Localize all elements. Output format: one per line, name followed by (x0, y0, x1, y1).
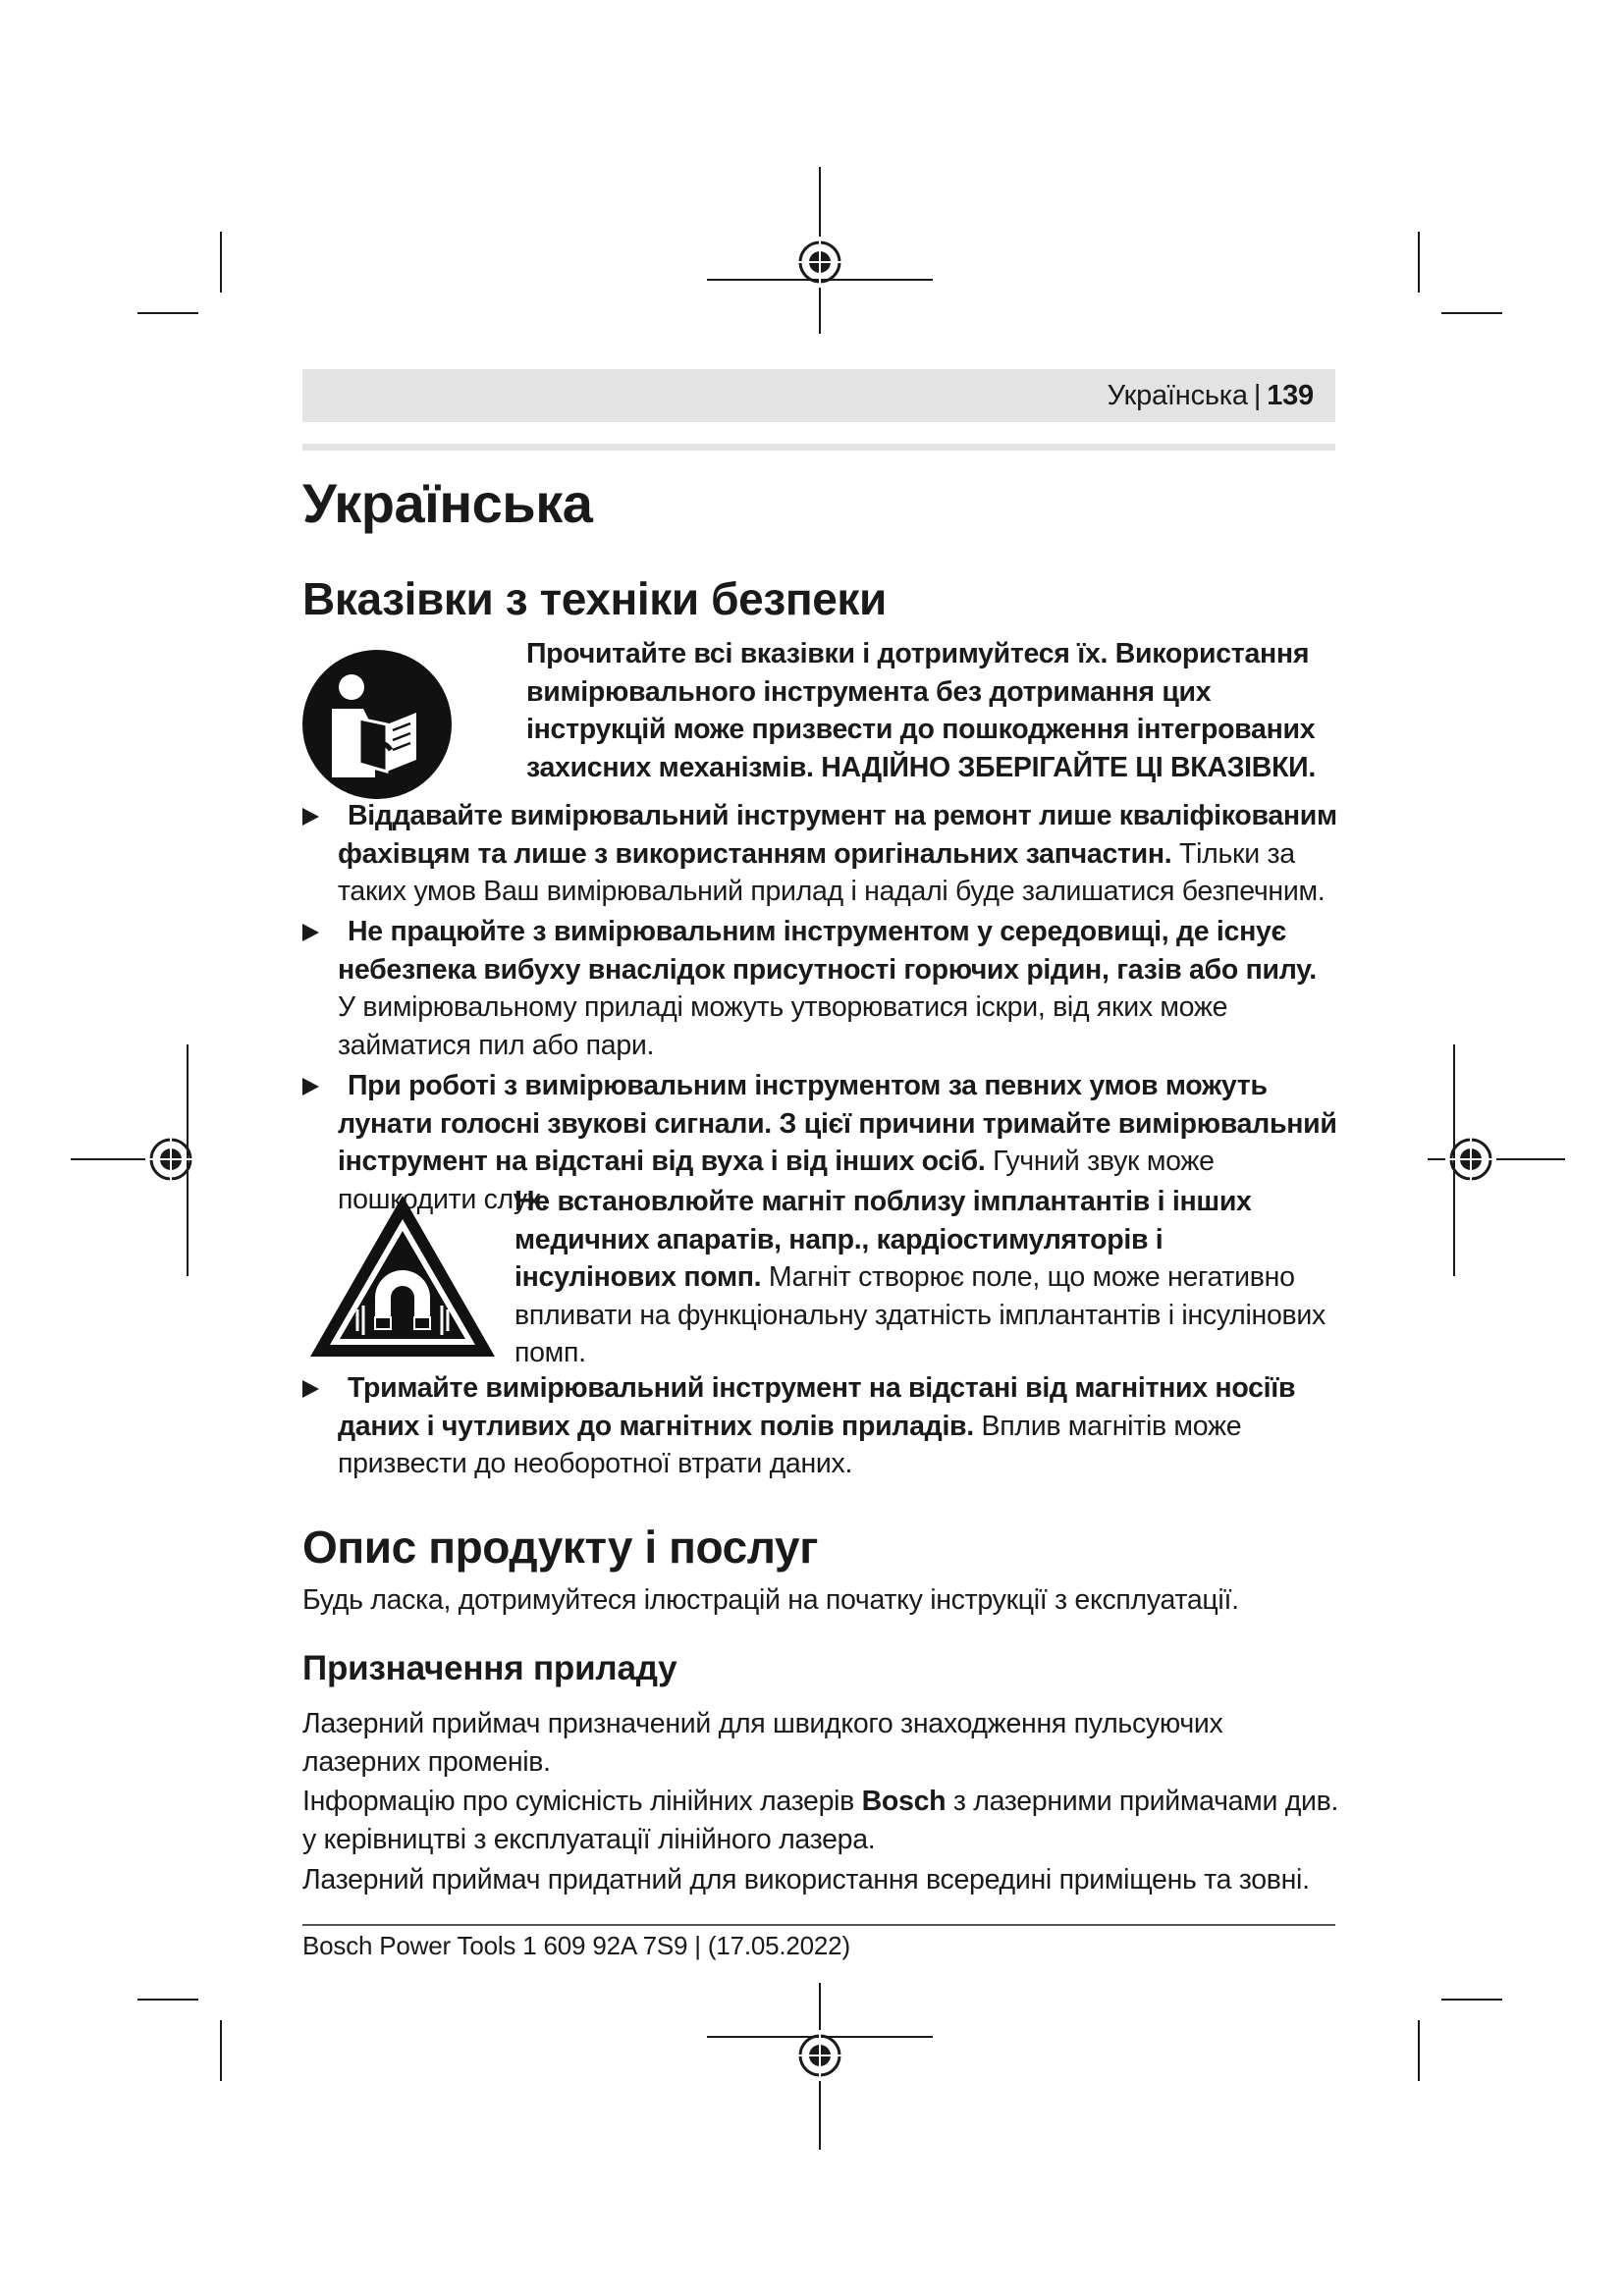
footer-rule (302, 1924, 1335, 1926)
running-header (302, 369, 1335, 422)
safety-bullet (302, 797, 1339, 911)
p2-after: з лазерними приймачами див. у керівництві з експлуатації лінійного лазера. (302, 1786, 1339, 1855)
bullet-text: У вимірювальному приладі можуть утворюватися іскри, від яких може займатися пил або пари. (338, 991, 1228, 1061)
header-rule (302, 444, 1335, 451)
bullet-arrow-icon (302, 1078, 319, 1095)
registration-target-icon (794, 237, 845, 288)
footer-text: Bosch Power Tools 1 609 92A 7S9 | (17.05.2022) (302, 1931, 850, 1960)
crop-line (1418, 232, 1420, 293)
registration-target-icon (794, 2030, 845, 2081)
bullet-lead: Тримайте вимірювальний інструмент на відстані від магнітних носіїв даних і чутливих до магнітних полів приладів. (338, 1372, 1296, 1442)
safety-bullet (302, 1369, 1339, 1483)
crop-line (137, 1999, 198, 2001)
header-text (1108, 369, 1335, 422)
magnet-warning-lead: Не встановлюйте магніт поблизу імплантантів і інших медичних апаратів, напр., кардіостимуляторів і інсулінових помп. (514, 1186, 1252, 1293)
page-title: Українська (302, 472, 593, 534)
crop-line (1441, 312, 1502, 314)
safety-intro: Прочитайте всі вказівки і дотримуйтеся їх. Використання вимірювального інструмента без дотримання цих інструкцій може призвести до пошкодження інтегрованих захисних механізмів. НАДІЙНО ЗБЕРІГАЙТЕ ЦІ ВКАЗІВКИ. (526, 638, 1316, 783)
crop-line (137, 312, 198, 314)
brand-name: Bosch (861, 1786, 947, 1817)
bullet-text: Вплив магнітів може призвести до необоротної втрати даних. (338, 1410, 1242, 1479)
bullet-arrow-icon (302, 924, 319, 941)
product-heading: Опис продукту і послуг (302, 1522, 818, 1573)
crop-line (220, 232, 222, 293)
intended-use-p2 (302, 1783, 1339, 1858)
page-number: 139 (1267, 380, 1314, 411)
safety-bullet (302, 913, 1339, 1064)
magnet-warning (514, 1183, 1329, 1372)
safety-heading: Вказівки з техніки безпеки (302, 573, 887, 624)
bullet-arrow-icon (302, 1380, 319, 1398)
intended-use-p1: Лазерний приймач призначений для швидкого знаходження пульсуючих лазерних променів. (302, 1708, 1223, 1778)
crop-line (220, 2020, 222, 2081)
bullet-arrow-icon (302, 808, 319, 826)
bullet-lead: При роботі з вимірювальним інструментом за певних умов можуть лунати голосні звукові сигнали. З цієї причини тримайте вимірювальний інструмент на відстані від вуха і від інших осіб. (338, 1070, 1337, 1177)
header-section: Українська (1107, 380, 1248, 411)
magnet-warning-text: Магніт створює поле, що може негативно впливати на функціональну здатність імплантантів і інсулінових помп. (514, 1261, 1326, 1368)
product-intro: Будь ласка, дотримуйтеся ілюстрацій на початку інструкції з експлуатації. (302, 1584, 1239, 1616)
header-separator: | (1253, 380, 1262, 411)
intended-use-heading: Призначення приладу (302, 1649, 677, 1687)
crop-line (1441, 1999, 1502, 2001)
bullet-text: Гучний звук може пошкодити слух. (338, 1146, 1215, 1215)
p2-before: Інформацію про сумісність лінійних лазерів (302, 1786, 862, 1817)
magnet-warning-icon (306, 1192, 499, 1362)
bullet-lead: Не працюйте з вимірювальним інструментом у середовищі, де існує небезпека вибуху внаслідок присутності горючих рідин, газів або пилу. (338, 916, 1317, 986)
registration-target-icon (1445, 1134, 1496, 1185)
bullet-text: Тільки за таких умов Ваш вимірювальний прилад і надалі буде залишатися безпечним. (338, 837, 1326, 907)
registration-target-icon (145, 1134, 196, 1185)
crop-line (1418, 2020, 1420, 2081)
intended-use-p3: Лазерний приймач придатний для використання всередині приміщень та зовні. (302, 1864, 1310, 1896)
read-manual-icon (300, 648, 454, 801)
bullet-lead: Віддавайте вимірювальний інструмент на ремонт лише кваліфікованим фахівцям та лише з використанням оригінальних запчастин. (338, 800, 1337, 870)
